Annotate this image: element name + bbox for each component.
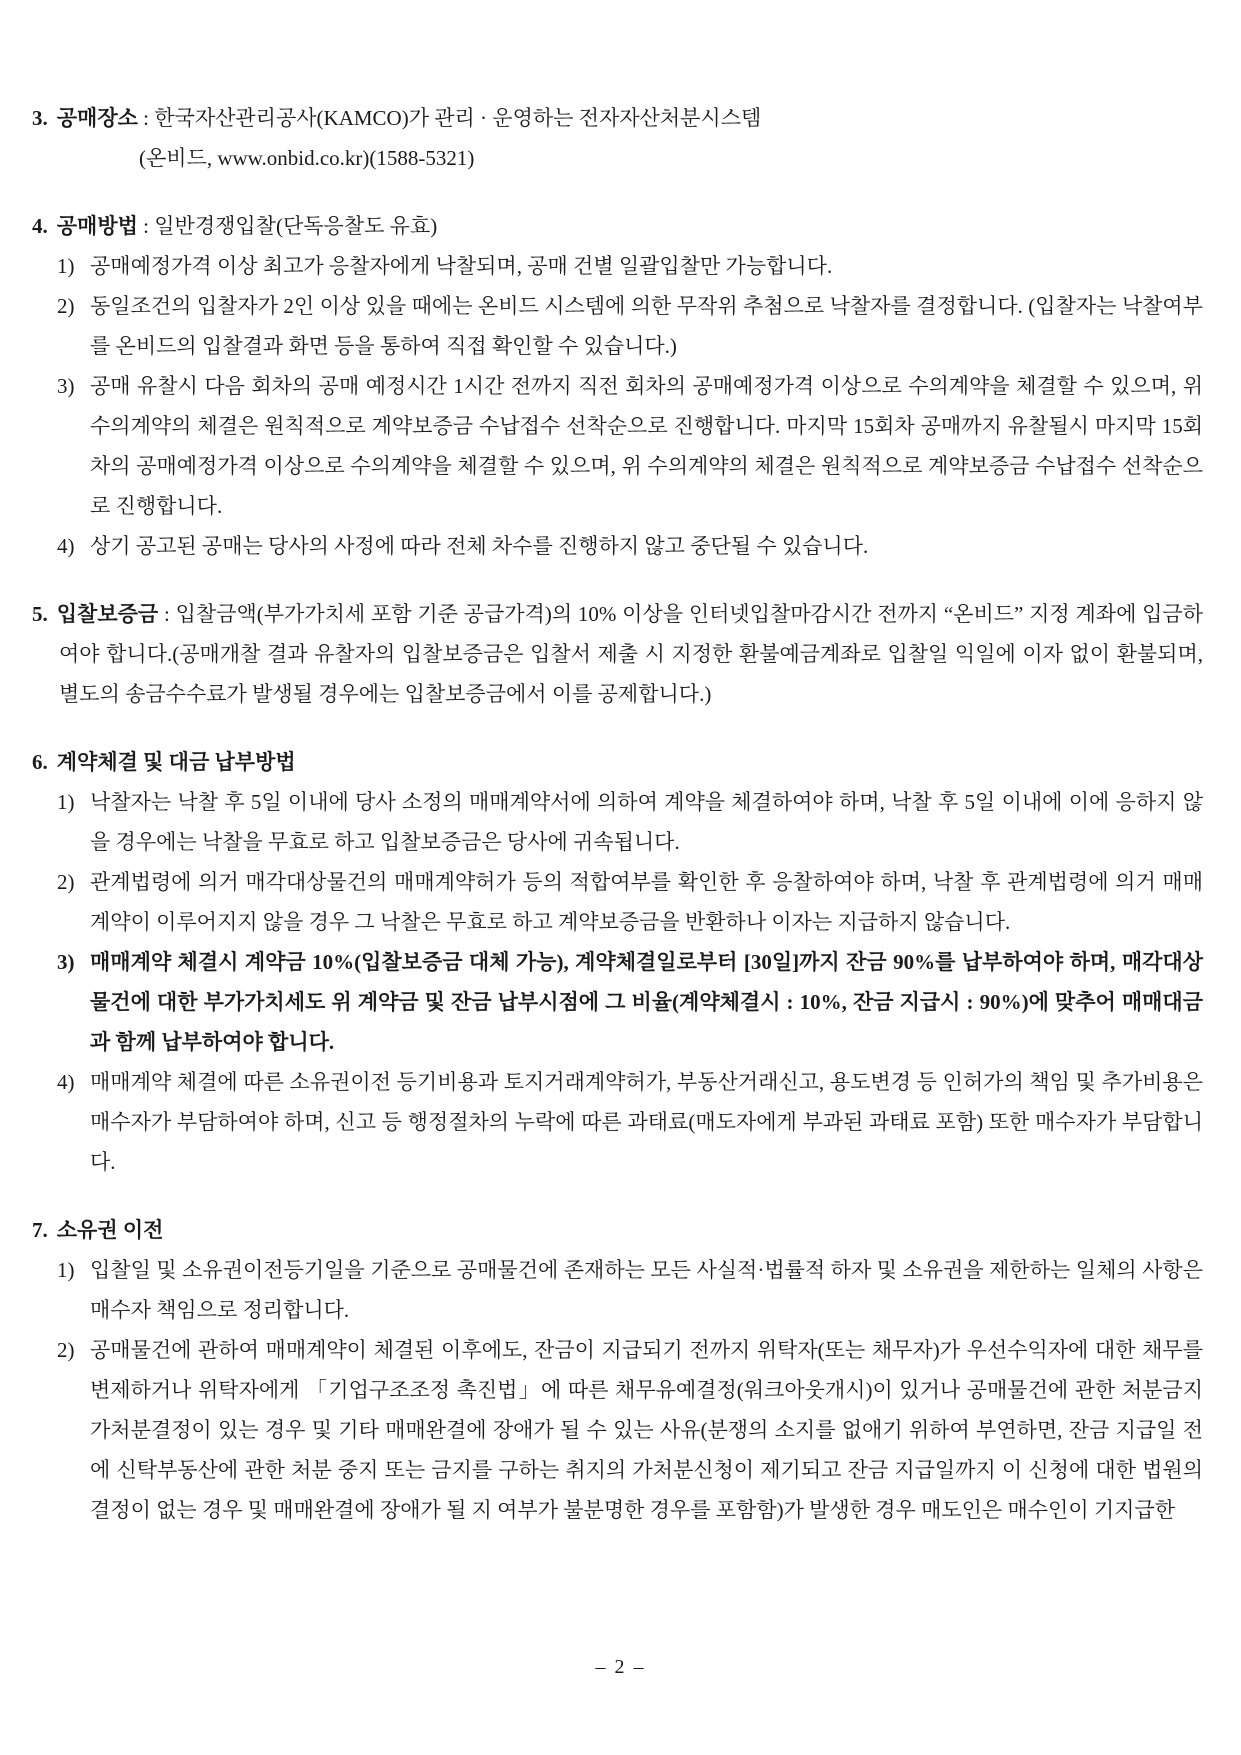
section-lead-text: 한국자산관리공사(KAMCO)가 관리 · 운영하는 전자자산처분시스템 (154, 106, 762, 130)
section-lead-text: 입찰금액(부가가치세 포함 기준 공급가격)의 10% 이상을 인터넷입찰마감시간 전까지 “온비드” 지정 계좌에 입금하여야 합니다.(공매개찰 결과 유찰자의 입찰보증금은 입찰서 제출 시 지정한 환불예금계좌로 입찰일 익일에 이자 없이 환불되며, 별도의 송금수수료가 발생될 경우에는 입찰보증금에서 이를 공제합니다.) (59, 602, 1203, 706)
item-text: 공매물건에 관하여 매매계약이 체결된 이후에도, 잔금이 지급되기 전까지 위탁자(또는 채무자)가 우선수익자에 대한 채무를 변제하거나 위탁자에게 「기업구조조정 촉진법」에 따른 채무유예결정(워크아웃개시)이 있거나 공매물건에 관한 처분금지가처분결정이 있는 경우 및 기타 매매완결에 장애가 될 수 있는 사유(분쟁의 소지를 없애기 위하여 부연하면, 잔금 지급일 전에 신탁부동산에 관한 처분 중지 또는 금지를 구하는 취지의 가처분신청이 제기되고 잔금 지급일까지 이 신청에 대한 법원의 결정이 없는 경우 및 매매완결에 장애가 될 지 여부가 불분명한 경우를 포함함)가 발생한 경우 매도인은 매수인이 기지급한 (90, 1338, 1203, 1522)
list-item (32, 1330, 1203, 1530)
item-text: 동일조건의 입찰자가 2인 이상 있을 때에는 온비드 시스템에 의한 무작위 추첨으로 낙찰자를 결정합니다. (입찰자는 낙찰여부를 온비드의 입찰결과 화면 등을 통하여 직접 확인할 수 있습니다.) (90, 294, 1203, 358)
section-number: 6. (32, 750, 48, 774)
item-text: 매매계약 체결시 계약금 10%(입찰보증금 대체 가능), 계약체결일로부터 [30일]까지 잔금 90%를 납부하여야 하며, 매각대상 물건에 대한 부가가치세도 위 계약금 및 잔금 납부시점에 그 비율(계약체결시 : 10%, 잔금 지급시 : 90%)에 맞추어 매매대금과 함께 납부하여야 합니다. (90, 950, 1203, 1054)
item-number: 4) (57, 1070, 75, 1094)
list-item (32, 286, 1203, 366)
item-number: 3) (57, 374, 75, 398)
section-auction-place (32, 98, 1203, 178)
item-number: 3) (57, 950, 75, 974)
section-bid-deposit (32, 594, 1203, 714)
section-number: 7. (32, 1218, 48, 1242)
item-number: 4) (57, 534, 75, 558)
section-separator: : (158, 602, 176, 626)
item-text: 낙찰자는 낙찰 후 5일 이내에 당사 소정의 매매계약서에 의하여 계약을 체결하여야 하며, 낙찰 후 5일 이내에 이에 응하지 않을 경우에는 낙찰을 무효로 하고 입찰보증금은 당사에 귀속됩니다. (90, 790, 1203, 854)
section-title: 계약체결 및 대금 납부방법 (56, 750, 296, 774)
list-item (32, 782, 1203, 862)
list-item (32, 366, 1203, 526)
item-number: 2) (57, 870, 75, 894)
item-text: 공매예정가격 이상 최고가 응찰자에게 낙찰되며, 공매 건별 일괄입찰만 가능합니다. (90, 254, 833, 278)
item-text: 관계법령에 의거 매각대상물건의 매매계약허가 등의 적합여부를 확인한 후 응찰하여야 하며, 낙찰 후 관계법령에 의거 매매계약이 이루어지지 않을 경우 그 낙찰은 무효로 하고 계약보증금을 반환하나 이자는 지급하지 않습니다. (90, 870, 1203, 934)
section-auction-method (32, 206, 1203, 566)
item-number: 2) (57, 1338, 75, 1362)
section-heading (32, 206, 1203, 246)
section-lead-text: 일반경쟁입찰(단독응찰도 유효) (154, 214, 438, 238)
list-item-emphasized (32, 942, 1203, 1062)
item-number: 1) (57, 254, 75, 278)
section-number: 4. (32, 214, 48, 238)
section-title: 입찰보증금 (56, 602, 159, 626)
list-item (32, 526, 1203, 566)
item-text: 공매 유찰시 다음 회차의 공매 예정시간 1시간 전까지 직전 회차의 공매예정가격 이상으로 수의계약을 체결할 수 있으며, 위 수의계약의 체결은 원칙적으로 계약보증금 수납접수 선착순으로 진행합니다. 마지막 15회차 공매까지 유찰될시 마지막 15회차의 공매예정가격 이상으로 수의계약을 체결할 수 있으며, 위 수의계약의 체결은 원칙적으로 계약보증금 수납접수 선착순으로 진행합니다. (90, 374, 1203, 518)
section-number: 3. (32, 106, 48, 130)
list-item (32, 1250, 1203, 1330)
item-number: 1) (57, 1258, 75, 1282)
section-heading (32, 594, 1203, 714)
section-heading (32, 1210, 1203, 1250)
page-number: – 2 – (595, 1656, 646, 1678)
section-separator: : (137, 106, 155, 130)
list-item (32, 862, 1203, 942)
section-heading (32, 742, 1203, 782)
section-ownership-transfer (32, 1210, 1203, 1530)
item-text: 매매계약 체결에 따른 소유권이전 등기비용과 토지거래계약허가, 부동산거래신고, 용도변경 등 인허가의 책임 및 추가비용은 매수자가 부담하여야 하며, 신고 등 행정절차의 누락에 따른 과태료(매도자에게 부과된 과태료 포함) 또한 매수자가 부담합니다. (90, 1070, 1203, 1174)
item-text: 입찰일 및 소유권이전등기일을 기준으로 공매물건에 존재하는 모든 사실적·법률적 하자 및 소유권을 제한하는 일체의 사항은 매수자 책임으로 정리합니다. (90, 1258, 1203, 1322)
list-item (32, 246, 1203, 286)
section-heading (32, 98, 1203, 138)
item-number: 2) (57, 294, 75, 318)
section-title: 공매방법 (56, 214, 138, 238)
section-title: 소유권 이전 (56, 1218, 164, 1242)
section-separator: : (137, 214, 155, 238)
item-text: 상기 공고된 공매는 당사의 사정에 따라 전체 차수를 진행하지 않고 중단될 수 있습니다. (90, 534, 869, 558)
section-title: 공매장소 (56, 106, 138, 130)
section-number: 5. (32, 602, 48, 626)
item-number: 1) (57, 790, 75, 814)
list-item (32, 1062, 1203, 1182)
section-lead-continued: (온비드, www.onbid.co.kr)(1588-5321) (139, 146, 475, 170)
section-contract-payment (32, 742, 1203, 1182)
